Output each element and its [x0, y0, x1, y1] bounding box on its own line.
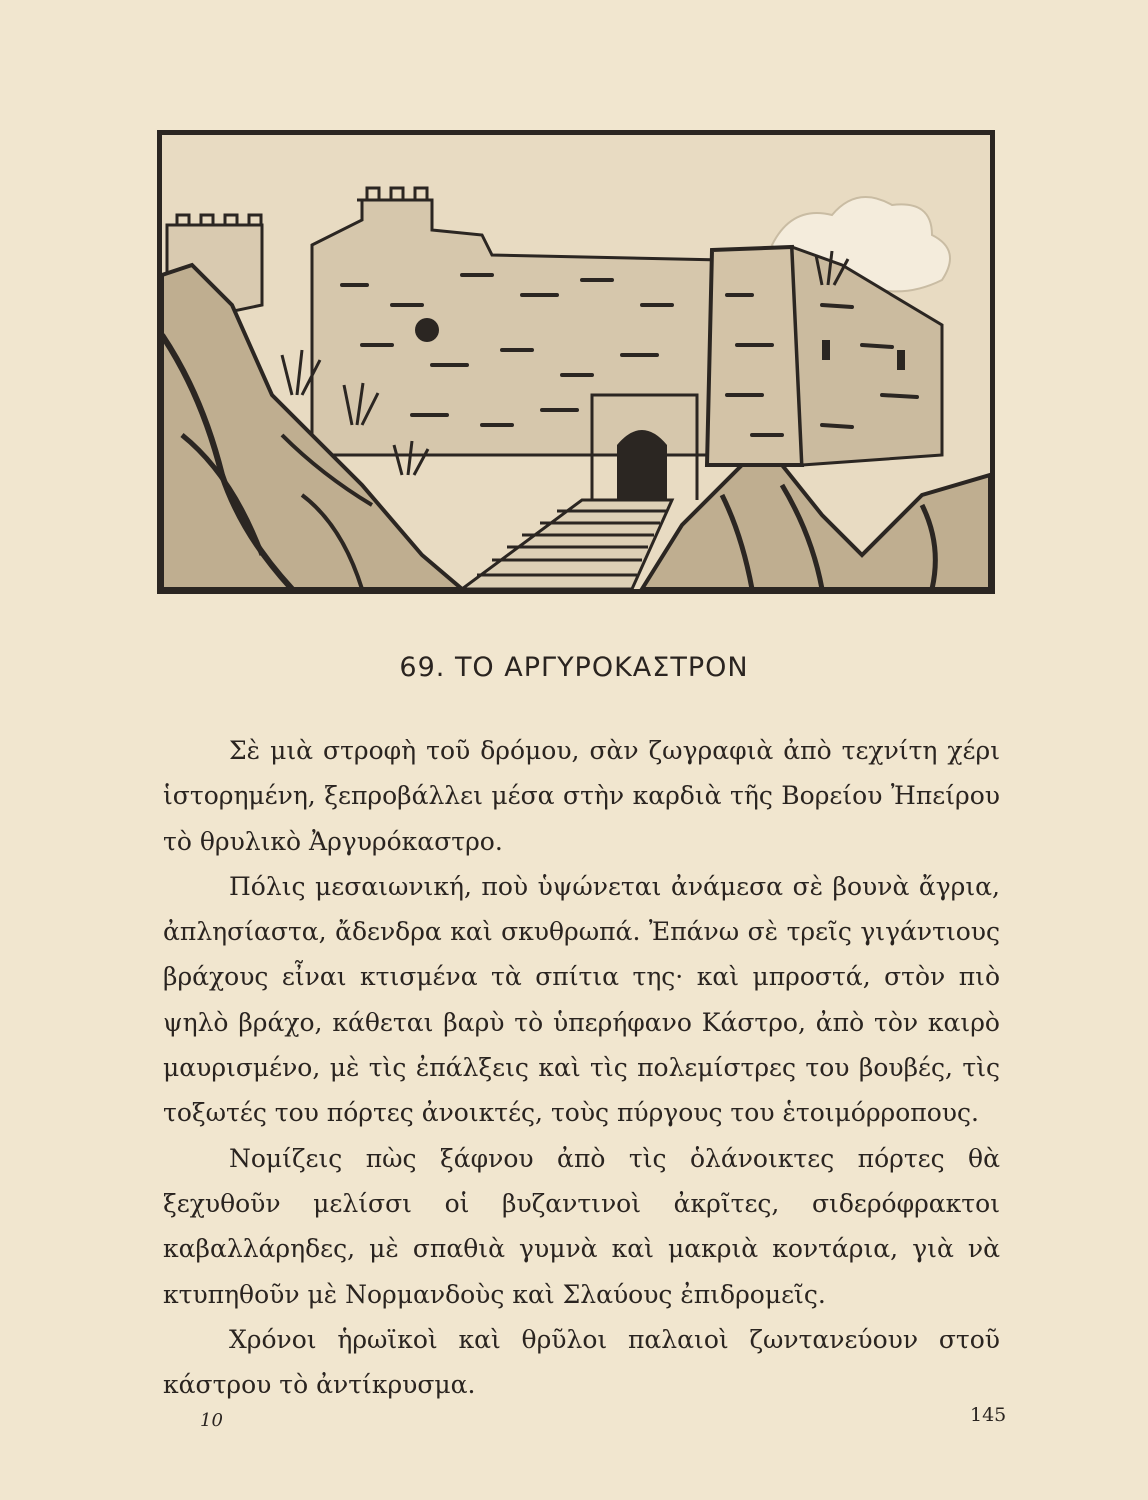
- chapter-title: 69. ΤΟ ΑΡΓΥΡΟΚΑΣΤΡΟΝ: [399, 652, 749, 683]
- castle-drawing: [162, 135, 990, 589]
- page-number: 145: [970, 1404, 1007, 1426]
- paragraph-1: Σὲ μιὰ στροφὴ τοῦ δρόμου, σὰν ζωγραφιὰ ἀπὸ τεχνίτη χέρι ἱστορημένη, ξεπροβάλλει μέσα στὴν καρδιὰ τῆς Βορείου Ἠπείρου τὸ θρυλικὸ Ἀργυρόκαστρο.: [163, 736, 1000, 856]
- paragraph-4: Χρόνοι ἡρωϊκοὶ καὶ θρῦλοι παλαιοὶ ζωντανεύουν στοῦ κάστρου τὸ ἀντίκρυσμα.: [163, 1324, 1000, 1400]
- signature-mark: 10: [200, 1410, 223, 1431]
- paragraph-3: Νομίζεις πὼς ξάφνου ἀπὸ τὶς ὁλάνοικτες πόρτες θὰ ξεχυθοῦν μελίσσι οἱ βυζαντινοὶ ἀκρῖτες, σιδερόφρακτοι καβαλλάρηδες, μὲ σπαθιὰ γυμνὰ καὶ μακριὰ κοντάρια, γιὰ νὰ κτυπηθοῦν μὲ Νορμανδοὺς καὶ Σλαύους ἐπιδρομεῖς.: [163, 1143, 1000, 1309]
- castle-illustration: [157, 130, 995, 594]
- body-text: [163, 728, 1000, 1407]
- paragraph-2: Πόλις μεσαιωνική, ποὺ ὑψώνεται ἀνάμεσα σὲ βουνὰ ἄγρια, ἀπλησίαστα, ἄδενδρα καὶ σκυθρωπά. Ἐπάνω σὲ τρεῖς γιγάντιους βράχους εἶναι κτισμένα τὰ σπίτια της· καὶ μπροστά, στὸν πιὸ ψηλὸ βράχο, κάθεται βαρὺ τὸ ὑπερήφανο Κάστρο, ἀπὸ τὸν καιρὸ μαυρισμένο, μὲ τὶς ἐπάλξεις καὶ τὶς πολεμίστρες του βουβές, τὶς τοξωτές του πόρτες ἀνοικτές, τοὺς πύργους του ἑτοιμόρροπους.: [163, 871, 1000, 1128]
